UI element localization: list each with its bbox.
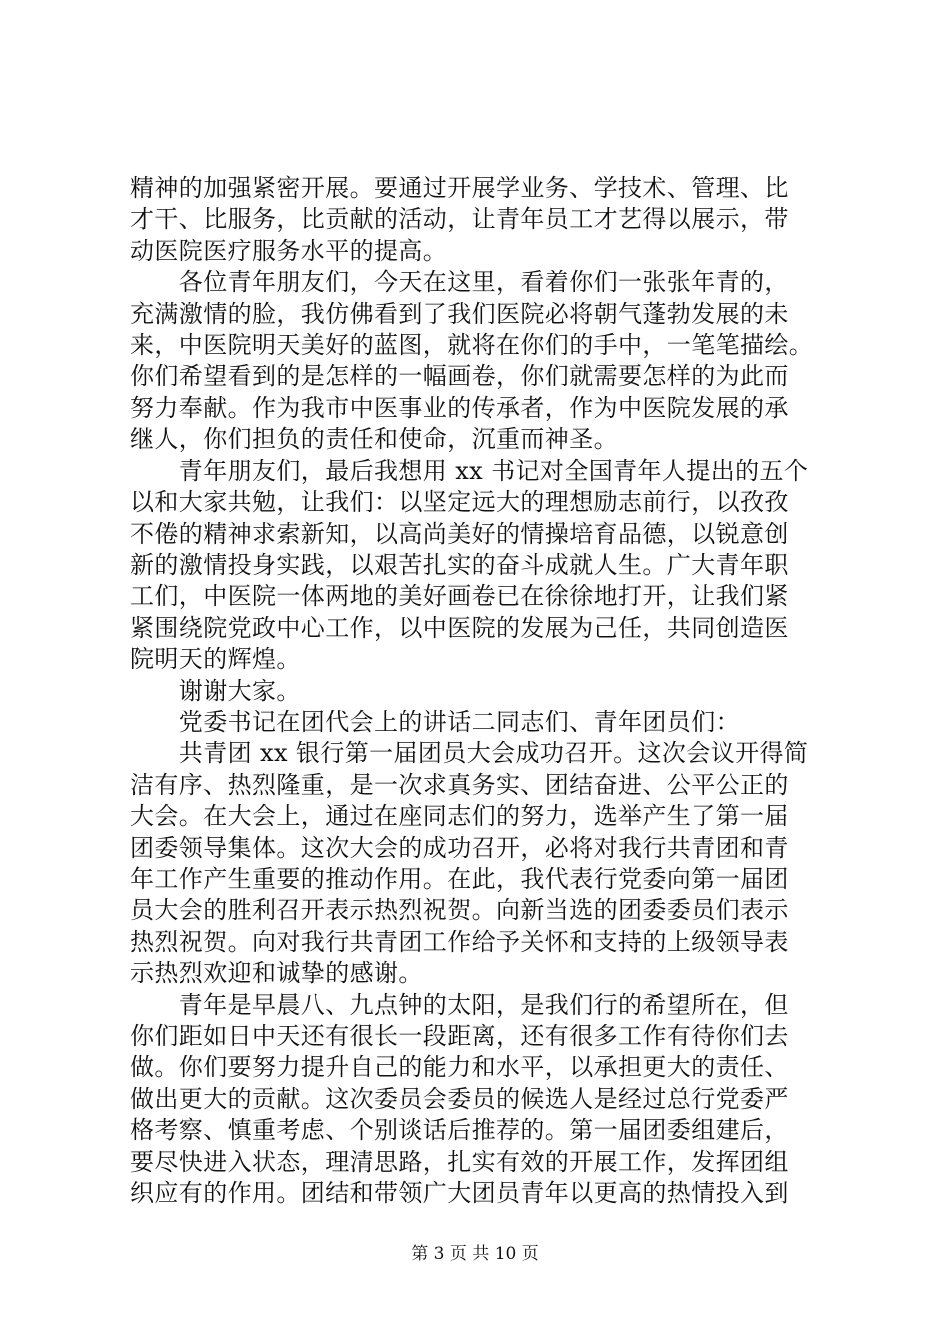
text-line: 以和大家共勉，让我们：以坚定远大的理想励志前行，以孜孜: [130, 488, 789, 517]
text-line: 年工作产生重要的推动作用。在此，我代表行党委向第一届团: [130, 864, 789, 893]
text-line: 院明天的辉煌。: [130, 645, 301, 674]
text-line: 团委领导集体。这次大会的成功召开，必将对我行共青团和青: [130, 833, 789, 862]
text-line: 各位青年朋友们，今天在这里，看着你们一张张年青的，: [130, 268, 789, 297]
text-line: 紧围绕院党政中心工作，以中医院的发展为己任，共同创造医: [130, 613, 789, 642]
text-line: 来，中医院明天美好的蓝图，就将在你们的手中，一笔笔描绘。: [130, 331, 814, 359]
page-number-footer: 第 3 页 共 10 页: [411, 1244, 539, 1264]
text-line: 精神的加强紧密开展。要通过开展学业务、学技术、管理、比: [130, 174, 789, 202]
text-line: 才干、比服务，比贡献的活动，让青年员工才艺得以展示，带: [130, 205, 789, 234]
text-line: 谢谢大家。: [130, 676, 301, 705]
text-line: 织应有的作用。团结和带领广大团员青年以更高的热情投入到: [130, 1179, 789, 1207]
text-line: 大会。在大会上，通过在座同志们的努力，选举产生了第一届: [130, 802, 789, 831]
text-line: 工们，中医院一体两地的美好画卷已在徐徐地打开，让我们紧: [130, 582, 789, 611]
text-line: 动医院医疗服务水平的提高。: [130, 236, 448, 265]
text-line: 共青团 xx 银行第一届团员大会成功召开。这次会议开得简: [130, 739, 809, 768]
text-line: 员大会的胜利召开表示热烈祝贺。向新当选的团委委员们表示: [130, 896, 789, 925]
text-line: 青年朋友们，最后我想用 xx 书记对全国青年人提出的五个: [130, 456, 809, 485]
text-line: 洁有序、热烈隆重，是一次求真务实、团结奋进、公平公正的: [130, 770, 789, 799]
text-line: 努力奉献。作为我市中医事业的传承者，作为中医院发展的承: [130, 393, 789, 422]
text-line: 示热烈欢迎和诚挚的感谢。: [130, 959, 423, 988]
text-line: 不倦的精神求索新知，以高尚美好的情操培育品德，以锐意创: [130, 519, 789, 548]
text-line: 要尽快进入状态，理清思路，扎实有效的开展工作，发挥团组: [130, 1147, 789, 1176]
text-line: 你们希望看到的是怎样的一幅画卷，你们就需要怎样的为此而: [130, 362, 789, 391]
text-line: 继人，你们担负的责任和使命，沉重而神圣。: [130, 425, 618, 454]
text-line: 充满激情的脸，我仿佛看到了我们医院必将朝气蓬勃发展的未: [130, 299, 789, 328]
text-line: 党委书记在团代会上的讲话二同志们、青年团员们：: [130, 707, 740, 736]
text-line: 做出更大的贡献。这次委员会委员的候选人是经过总行党委严: [130, 1084, 789, 1113]
text-line: 格考察、慎重考虑、个别谈话后推荐的。第一届团委组建后，: [130, 1116, 789, 1145]
text-line: 新的激情投身实践，以艰苦扎实的奋斗成就人生。广大青年职: [130, 550, 789, 579]
text-line: 做。你们要努力提升自己的能力和水平，以承担更大的责任、: [130, 1053, 789, 1082]
text-line: 热烈祝贺。向对我行共青团工作给予关怀和支持的上级领导表: [130, 927, 789, 956]
text-line: 你们距如日中天还有很长一段距离，还有很多工作有待你们去: [130, 1022, 789, 1050]
text-line: 青年是早晨八、九点钟的太阳，是我们行的希望所在，但: [130, 990, 789, 1019]
